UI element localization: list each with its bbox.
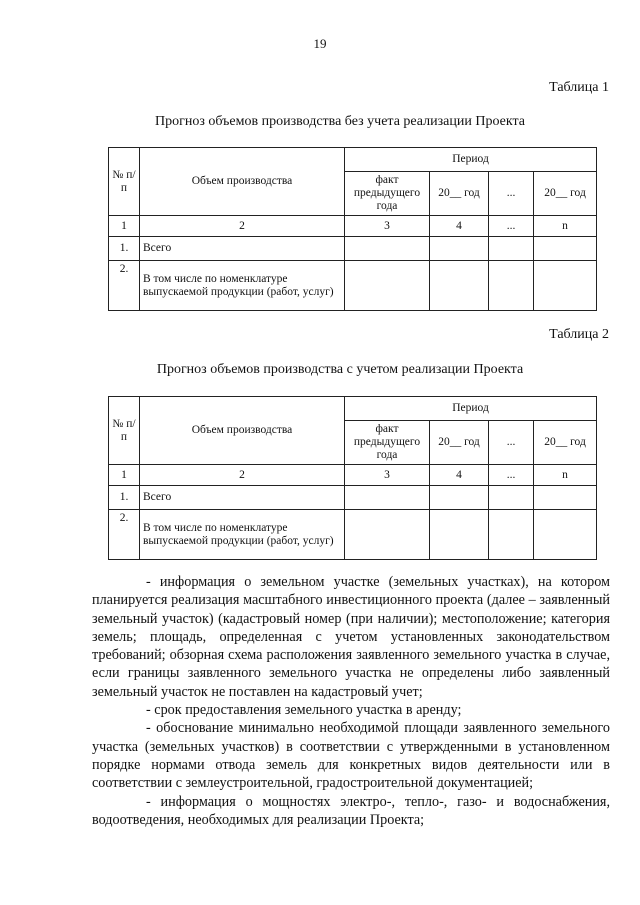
- index-cell: 2: [140, 465, 345, 486]
- body-text: [92, 573, 610, 829]
- header-year-1: 20__ год: [430, 172, 489, 216]
- empty-cell: [430, 510, 489, 560]
- page-number: 19: [313, 36, 327, 51]
- paragraph-land-info: - информация о земельном участке (земельных участках), на котором планируется реализация масштабного инвестиционного проекта (далее – заявленный земельный участок) (кадастровый номер (при наличии); местоположение; категория земель; площадь, определенная с учетом установленных законодательством требований; обзорная схема расположения заявленного земельного участка в случае, если границы заявленного земельного участка не определены либо заявленный земельный участок не поставлен на кадастровый учет;: [92, 574, 610, 700]
- empty-cell: [345, 486, 430, 510]
- empty-cell: [489, 237, 534, 261]
- index-cell: n: [534, 465, 597, 486]
- row-label: Всего: [140, 237, 345, 261]
- header-year-2: 20__ год: [534, 421, 597, 465]
- header-period: Период: [345, 397, 597, 421]
- index-cell: ...: [489, 216, 534, 237]
- paragraph-area-justification: - обоснование минимально необходимой площади заявленного земельного участка (земельных участков) в соответствии с утвержденными в установленном порядке нормами отвода земель для конкретных видов деятельности или в соответствии с землеустроительной, градостроительной документацией;: [92, 720, 610, 792]
- index-cell: 4: [430, 216, 489, 237]
- table-1-label: Таблица 1: [549, 80, 609, 95]
- header-fact: факт предыдущего года: [345, 172, 430, 216]
- table-2-label: Таблица 2: [549, 327, 609, 342]
- empty-cell: [345, 510, 430, 560]
- row-num: 1.: [109, 237, 140, 261]
- table-2: [108, 396, 597, 560]
- header-fact: факт предыдущего года: [345, 421, 430, 465]
- empty-cell: [534, 261, 597, 311]
- header-dots: ...: [489, 421, 534, 465]
- index-cell: 2: [140, 216, 345, 237]
- empty-cell: [430, 261, 489, 311]
- empty-cell: [430, 237, 489, 261]
- empty-cell: [345, 261, 430, 311]
- header-num: № п/п: [109, 397, 140, 465]
- index-cell: 3: [345, 465, 430, 486]
- empty-cell: [489, 261, 534, 311]
- empty-cell: [430, 486, 489, 510]
- index-cell: n: [534, 216, 597, 237]
- header-volume: Объем производства: [140, 397, 345, 465]
- index-cell: 3: [345, 216, 430, 237]
- empty-cell: [534, 486, 597, 510]
- empty-cell: [534, 237, 597, 261]
- table-2-title: Прогноз объемов производства с учетом реализации Проекта: [156, 362, 524, 377]
- header-num: № п/п: [109, 148, 140, 216]
- paragraph-utilities: - информация о мощностях электро-, тепло-, газо- и водоснабжения, водоотведения, необходимых для реализации Проекта;: [92, 793, 610, 828]
- empty-cell: [489, 510, 534, 560]
- index-cell: ...: [489, 465, 534, 486]
- empty-cell: [489, 486, 534, 510]
- row-num: 2.: [109, 510, 140, 560]
- empty-cell: [534, 510, 597, 560]
- header-period: Период: [345, 148, 597, 172]
- table-1-title: Прогноз объемов производства без учета реализации Проекта: [155, 114, 525, 129]
- index-cell: 1: [109, 465, 140, 486]
- paragraph-lease-term: - срок предоставления земельного участка в аренду;: [146, 702, 462, 719]
- header-year-2: 20__ год: [534, 172, 597, 216]
- empty-cell: [345, 237, 430, 261]
- header-dots: ...: [489, 172, 534, 216]
- header-volume: Объем производства: [140, 148, 345, 216]
- row-num: 2.: [109, 261, 140, 311]
- row-label: Всего: [140, 486, 345, 510]
- header-year-1: 20__ год: [430, 421, 489, 465]
- row-label: В том числе по номенклатуре выпускаемой продукции (работ, услуг): [140, 261, 345, 311]
- row-num: 1.: [109, 486, 140, 510]
- row-label: В том числе по номенклатуре выпускаемой продукции (работ, услуг): [140, 510, 345, 560]
- index-cell: 4: [430, 465, 489, 486]
- index-cell: 1: [109, 216, 140, 237]
- table-1: [108, 147, 597, 311]
